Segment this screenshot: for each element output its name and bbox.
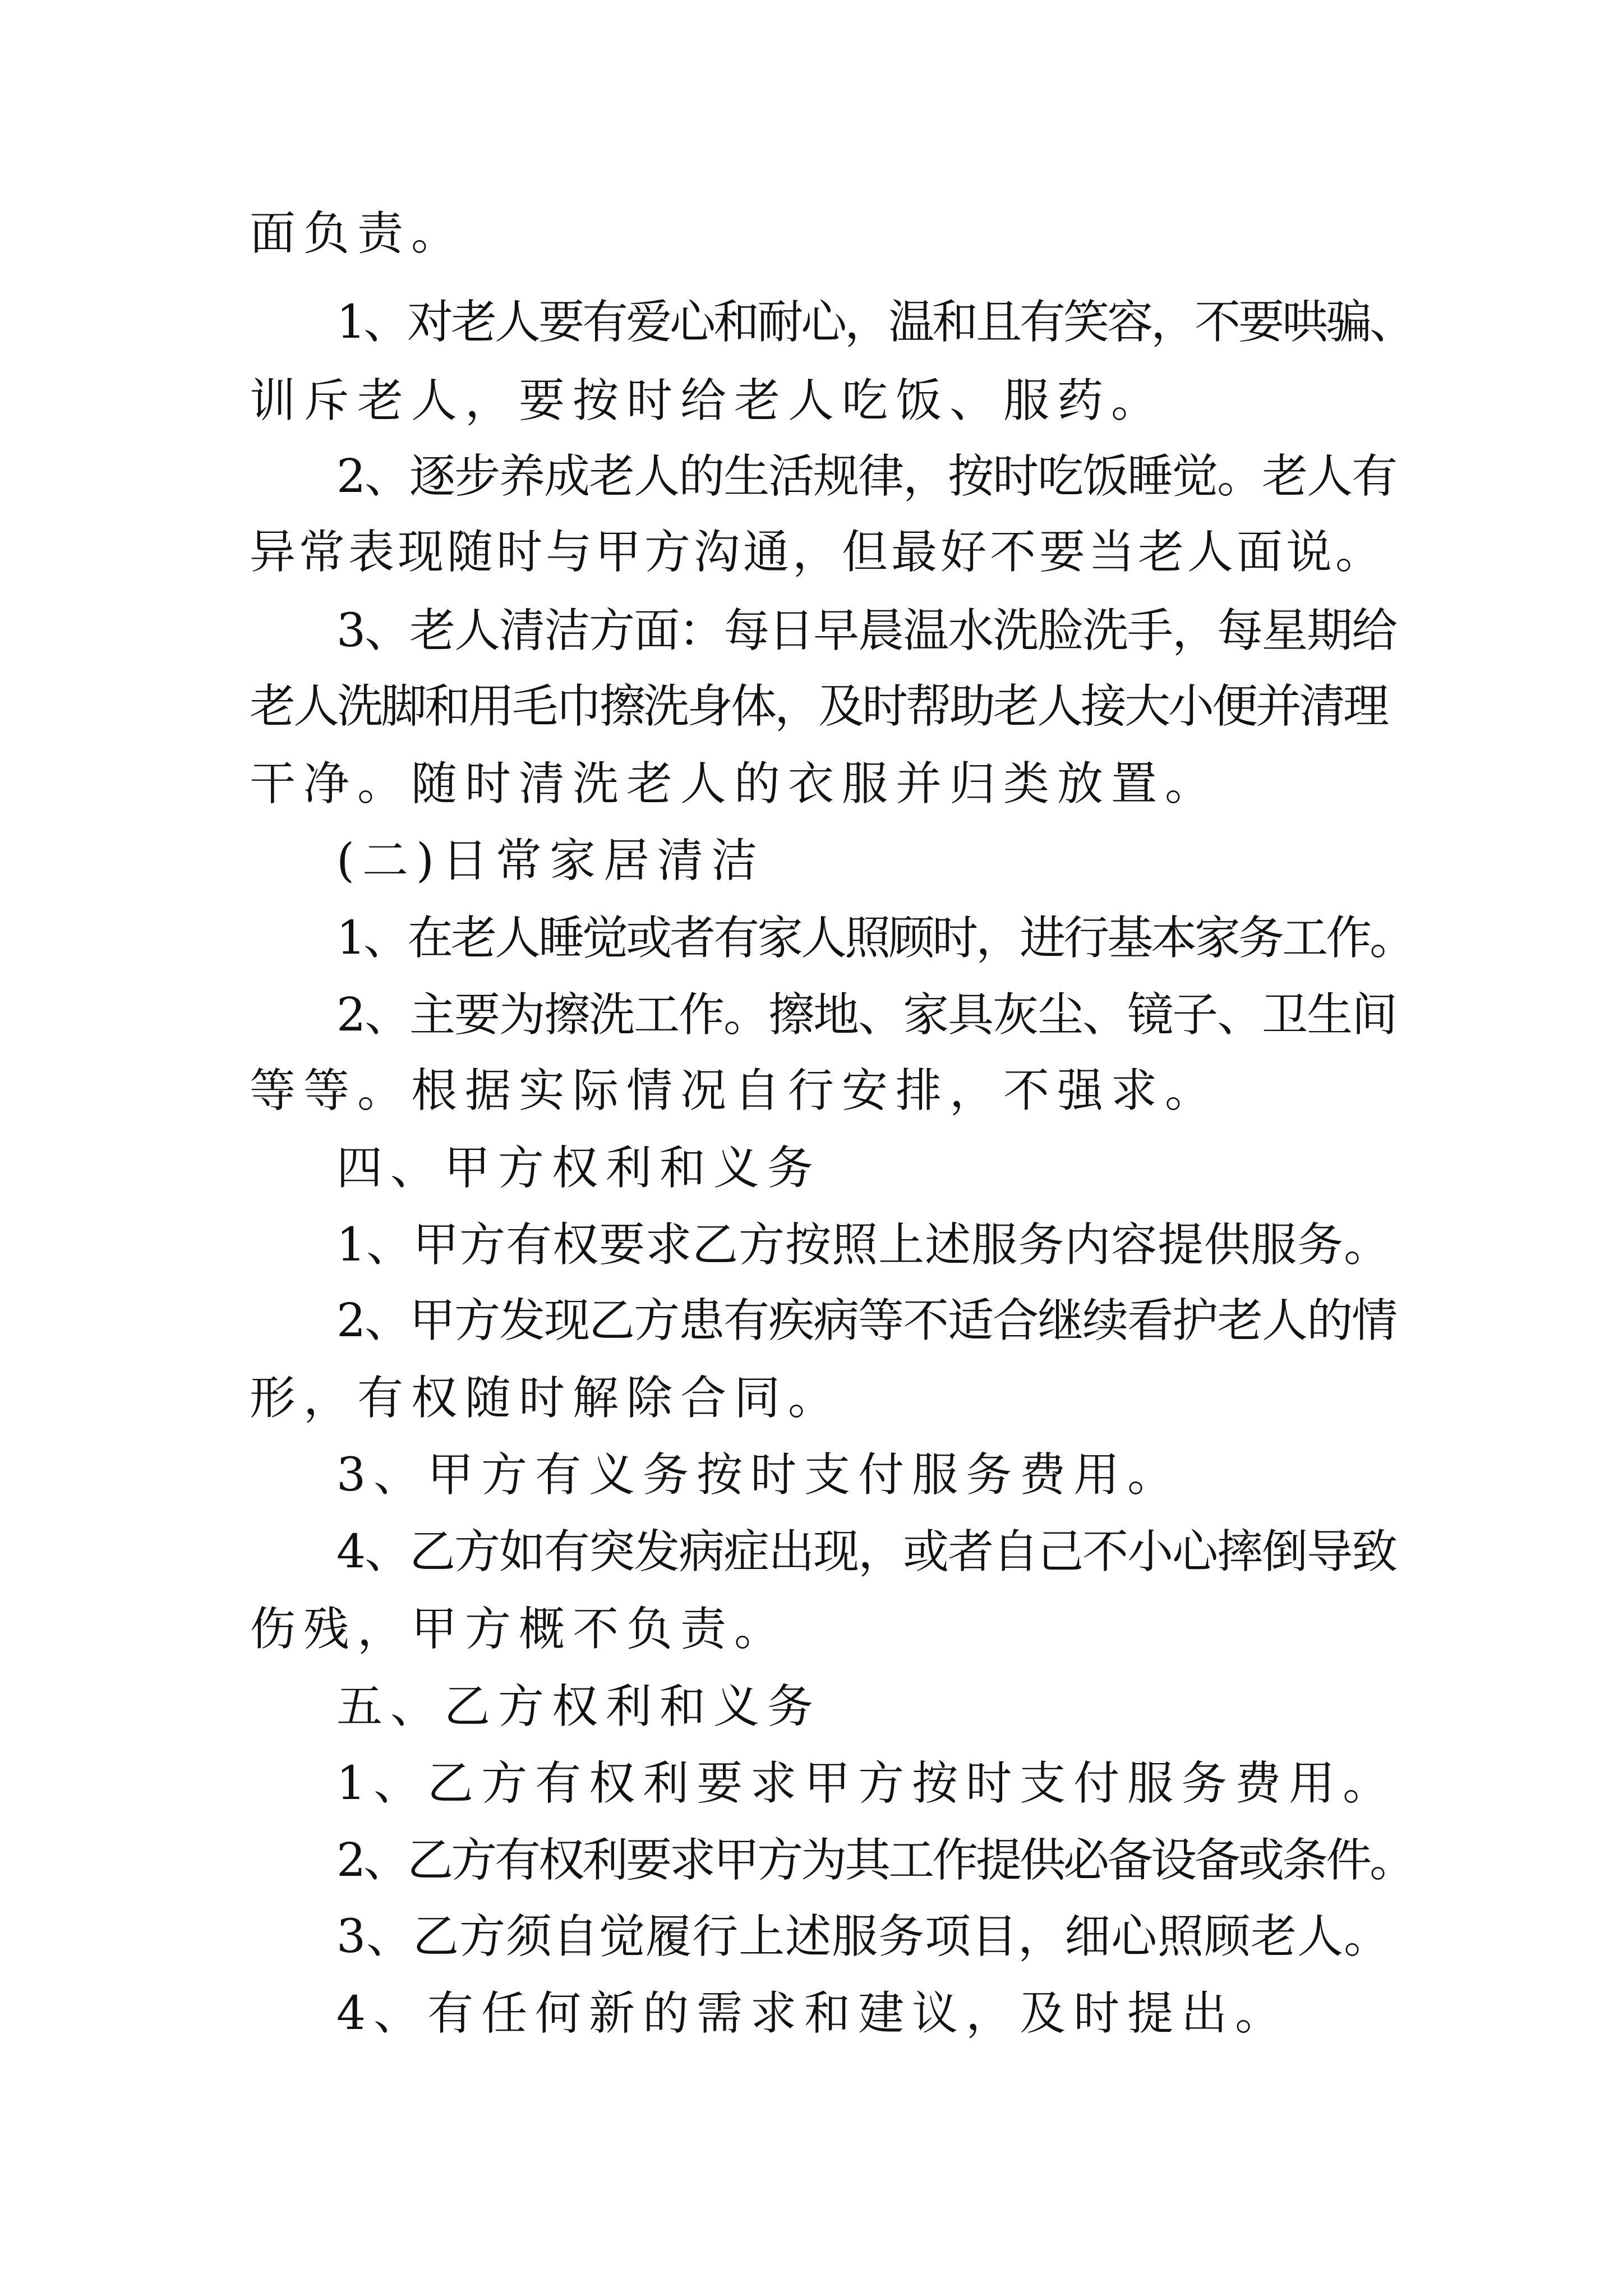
text-line: 伤残，甲方概不负责。 xyxy=(250,1603,789,1656)
text-line: 2、逐步养成老人的生活规律，按时吃饭睡觉。老人有 xyxy=(336,450,1397,503)
section-heading: 四、甲方权利和义务 xyxy=(336,1142,822,1195)
text-line: 1、乙方有权利要求甲方按时支付服务费用。 xyxy=(336,1757,1397,1810)
text-line: 3、乙方须自觉履行上述服务项目，细心照顾老人。 xyxy=(336,1910,1391,1963)
text-line: 老人洗脚和用毛巾擦洗身体，及时帮助老人接大小便并清理 xyxy=(250,680,1387,733)
text-line: 4、乙方如有突发病症出现，或者自己不小心摔倒导致 xyxy=(336,1525,1397,1579)
text-line: 形，有权随时解除合同。 xyxy=(250,1372,842,1425)
text-line: 1、在老人睡觉或者有家人照顾时，进行基本家务工作。 xyxy=(336,912,1414,965)
section-heading: (二)日常家居清洁 xyxy=(336,834,765,887)
text-line: 异常表现随时与甲方沟通，但最好不要当老人面说。 xyxy=(250,526,1385,579)
section-heading: 五、乙方权利和义务 xyxy=(336,1680,822,1733)
text-line: 干净。随时清洗老人的衣服并归类放置。 xyxy=(250,757,1219,811)
text-line: 1、对老人要有爱心和耐心，温和且有笑容，不要哄骗、 xyxy=(336,296,1414,349)
text-line: 3、老人清洁方面：每日早晨温水洗脸洗手，每星期给 xyxy=(336,604,1397,657)
text-line: 训斥老人，要按时给老人吃饭、服药。 xyxy=(250,374,1165,427)
text-line: 等等。根据实际情况自行安排，不强求。 xyxy=(250,1064,1219,1117)
text-line: 面负责。 xyxy=(250,207,465,260)
text-line: 2、乙方有权利要求甲方为其工作提供必备设备或条件。 xyxy=(336,1834,1414,1887)
text-line: 2、甲方发现乙方患有疾病等不适合继续看护老人的情 xyxy=(336,1294,1397,1347)
text-line: 2、主要为擦洗工作。擦地、家具灰尘、镜子、卫生间 xyxy=(336,988,1397,1042)
text-line: 4、有任何新的需求和建议，及时提出。 xyxy=(336,1987,1289,2040)
text-line: 3、甲方有义务按时支付服务费用。 xyxy=(336,1448,1182,1502)
text-line: 1、甲方有权要求乙方按照上述服务内容提供服务。 xyxy=(336,1218,1391,1272)
